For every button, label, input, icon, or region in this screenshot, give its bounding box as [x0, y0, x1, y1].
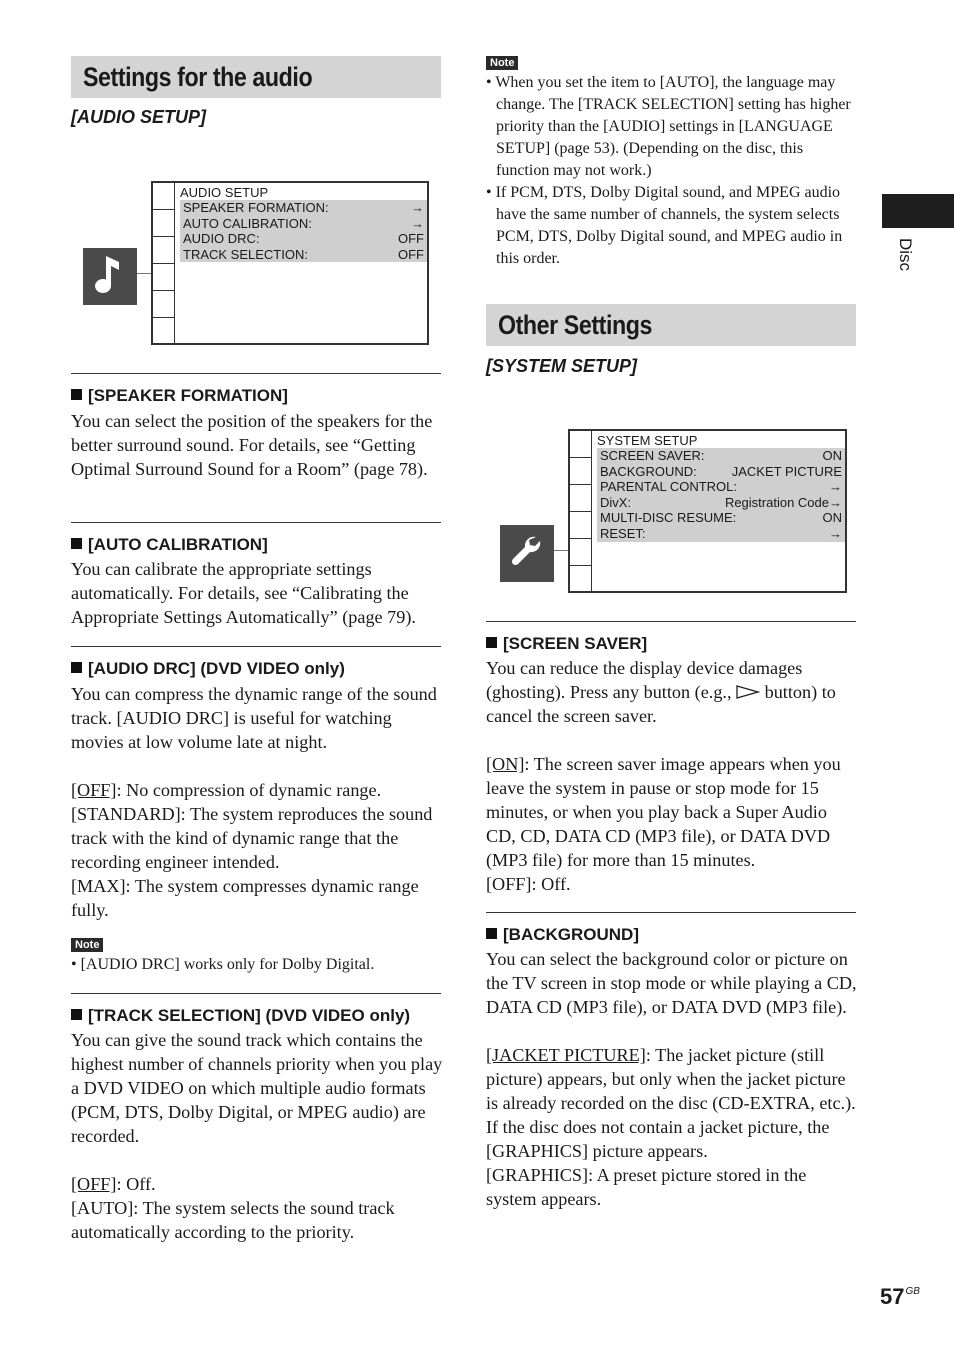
- section-rule: [71, 993, 441, 994]
- track-selection-body: You can give the sound track which contains the highest number of channels priority when you play a DVD VIDEO on which multiple audio formats (PCM, DTS, Dolby Digital, or MPEG audio) are recorded. [OFF]: Off. [AUTO]: The system selects the sound track automatically according to the priority.: [71, 1030, 443, 1242]
- play-button-icon: [736, 685, 760, 699]
- osd-strip-cell: [570, 512, 591, 539]
- audio-drc-title: [AUDIO DRC] (DVD VIDEO only): [71, 659, 345, 679]
- auto-calibration-body: You can calibrate the appropriate settings automatically. For details, see “Calibrating the Appropriate Settings Automatically” (page 79).: [71, 559, 416, 627]
- audio-drc-note: • [AUDIO DRC] works only for Dolby Digital.: [71, 956, 375, 973]
- osd-strip-cell: [570, 431, 591, 458]
- option-auto: [AUTO]: The system selects the sound track automatically according to the priority.: [71, 1198, 395, 1242]
- square-bullet-icon: [486, 928, 497, 939]
- wrench-icon: [500, 525, 554, 582]
- osd-menu-item[interactable]: AUTO CALIBRATION: →: [183, 215, 424, 231]
- option-off-key: [OFF]: [71, 780, 117, 800]
- section-rule: [486, 621, 856, 622]
- osd-strip-cell-selected: [570, 539, 591, 566]
- osd-strip-cell: [153, 237, 174, 264]
- square-bullet-icon: [71, 538, 82, 549]
- option-off-key: [OFF]: [71, 1174, 117, 1194]
- system-setup-screen: [568, 429, 847, 593]
- osd-menu: [597, 448, 845, 542]
- osd-strip-cell: [153, 291, 174, 318]
- background-title: [BACKGROUND]: [486, 925, 639, 945]
- osd-menu-item[interactable]: SCREEN SAVER: ON: [600, 448, 842, 463]
- osd-title: SYSTEM SETUP: [597, 433, 698, 448]
- section-rule: [71, 646, 441, 647]
- background-body: You can select the background color or picture on the TV screen in stop mode or while playing a CD, DATA CD (MP3 file), or DATA DVD (MP3 file). [JACKET PICTURE]: The jacket picture (still picture) appears, but only when the jacket picture is already recorded on the disc (CD-EXTRA, etc.). If the disc does not contain a jacket picture, the [GRAPHICS] picture appears. [GRAPHICS]: A preset picture stored in the system appears.: [486, 949, 857, 1209]
- option-off: [OFF]: Off.: [486, 874, 571, 894]
- audio-drc-body: You can compress the dynamic range of the sound track. [AUDIO DRC] is useful for watching movies at low volume late at night. [OFF]: No compression of dynamic range. [STANDARD]: The system reproduces the sound track with the kind of dynamic range that the recording engineer intended. [MAX]: The system compresses dynamic range fully.: [71, 682, 443, 922]
- osd-menu: [180, 200, 427, 262]
- osd-menu-item[interactable]: TRACK SELECTION: OFF: [183, 246, 424, 262]
- osd-menu-item[interactable]: RESET: →: [600, 525, 842, 541]
- screen-saver-body: You can reduce the display device damages (ghosting). Press any button (e.g., button) to cancel the screen saver. [ON]: The screen saver image appears when you leave the system in pause or stop mode for 15 minutes, or when you play back a Super Audio CD, CD, DATA CD (MP3 file), or DATA DVD (MP3 file) for more than 15 minutes. [OFF]: Off.: [486, 656, 858, 896]
- section-rule: [71, 522, 441, 523]
- audio-setup-screen: [151, 181, 429, 345]
- option-jacket-key: [JACKET PICTURE]: [486, 1045, 646, 1065]
- audio-banner: [71, 56, 441, 98]
- side-tab-marker: [882, 194, 954, 228]
- banner-text: Other Settings: [498, 310, 652, 340]
- osd-menu-item[interactable]: MULTI-DISC RESUME: ON: [600, 510, 842, 526]
- banner-text: Settings for the audio: [83, 62, 313, 92]
- osd-menu-item[interactable]: PARENTAL CONTROL: →: [600, 479, 842, 495]
- screen-saver-title: [SCREEN SAVER]: [486, 634, 647, 654]
- right-note-list: [486, 72, 858, 270]
- system-icon-box: [500, 525, 554, 582]
- square-bullet-icon: [486, 637, 497, 648]
- section-rule: [486, 912, 856, 913]
- page-number: $57^{GB}$: [880, 1284, 920, 1309]
- option-standard: [STANDARD]: The system reproduces the sound track with the kind of dynamic range that the recording engineer intended.: [71, 804, 433, 872]
- note-badge: Note: [486, 56, 518, 70]
- audio-icon-box: [83, 248, 137, 305]
- osd-strip-cell: [153, 183, 174, 210]
- osd-menu-item[interactable]: AUDIO DRC: OFF: [183, 231, 424, 247]
- osd-menu-item[interactable]: SPEAKER FORMATION: →: [183, 200, 424, 215]
- music-note-icon: [83, 248, 137, 305]
- osd-menu-item[interactable]: DivX: Registration Code→: [600, 494, 842, 510]
- note-item: • If PCM, DTS, Dolby Digital sound, and MPEG audio have the same number of channels, the system selects PCM, DTS, Dolby Digital sound, and MPEG audio in this order.: [486, 184, 843, 267]
- option-max: [MAX]: The system compresses dynamic range fully.: [71, 876, 419, 920]
- square-bullet-icon: [71, 389, 82, 400]
- option-on-key: [ON]: [486, 754, 525, 774]
- system-setup-subhead: [SYSTEM SETUP]: [486, 356, 638, 376]
- note-item: • When you set the item to [AUTO], the language may change. The [TRACK SELECTION] setting has higher priority than the [AUDIO] settings in [LANGUAGE SETUP] (page 53). (Depending on the disc, this function may not work.): [486, 74, 851, 179]
- osd-strip-cell: [570, 458, 591, 485]
- auto-calibration-title: [AUTO CALIBRATION]: [71, 535, 268, 555]
- option-graphics: [GRAPHICS]: A preset picture stored in the system appears.: [486, 1165, 807, 1209]
- osd-menu-item[interactable]: BACKGROUND: JACKET PICTURE: [600, 463, 842, 479]
- other-settings-banner: [486, 304, 856, 346]
- square-bullet-icon: [71, 1009, 82, 1020]
- note-badge: Note: [71, 938, 103, 952]
- speaker-formation-body: You can select the position of the speakers for the better surround sound. For details, see “Getting Optimal Surround Sound for a Room” (page 78).: [71, 411, 433, 479]
- side-tab-label: Disc: [896, 238, 915, 272]
- speaker-formation-title: [SPEAKER FORMATION]: [71, 386, 288, 406]
- audio-subhead: [AUDIO SETUP]: [71, 107, 206, 127]
- osd-strip-cell: [570, 485, 591, 512]
- track-selection-title: [TRACK SELECTION] (DVD VIDEO only): [71, 1006, 410, 1026]
- osd-title: AUDIO SETUP: [180, 185, 269, 200]
- section-rule: [71, 373, 441, 374]
- osd-strip-cell: [153, 210, 174, 237]
- square-bullet-icon: [71, 662, 82, 673]
- osd-strip-cell-selected: [153, 264, 174, 291]
